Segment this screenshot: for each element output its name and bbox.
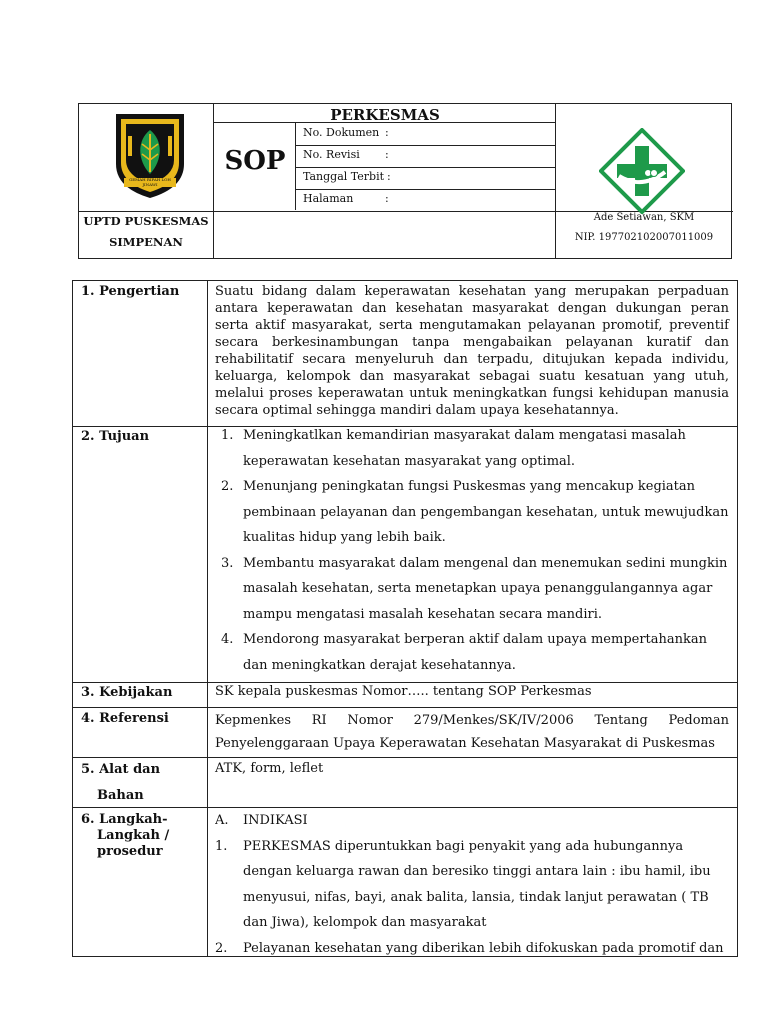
list-number: 1.	[221, 428, 234, 443]
list-item	[215, 423, 729, 474]
section-label-langkah-3: prosedur	[97, 844, 163, 859]
org-name-line2: SIMPENAN	[109, 235, 183, 249]
list-text: PERKESMAS diperuntukkan bagi penyakit yang ada hubungannya dengan keluarga rawan dan beresiko tinggi antara lain : ibu hamil, ibu menyusui, nifas, bayi, anak balita, lansia, tindak lanjut perawatan ( TB dan Jiwa), kelompok dan masyarakat	[243, 838, 711, 930]
section-text-kebijakan: SK kepala puskesmas Nomor….. tentang SOP Perkesmas	[215, 684, 592, 699]
doc-number-label: No. Dokumen	[303, 126, 380, 139]
crest-motto: GEMAH RIPAH LOH JINAWI	[129, 177, 171, 187]
sop-label: SOP	[224, 146, 286, 176]
header-divider	[79, 211, 213, 212]
section-text-referensi: Penyelenggaraan Upaya Keperawatan Kesehatan Masyarakat di Puskesmas	[215, 736, 715, 751]
doc-number-colon: :	[385, 126, 389, 139]
revision-colon: :	[385, 148, 389, 161]
header-divider	[295, 189, 555, 190]
list-text: INDIKASI	[243, 813, 308, 828]
header-divider	[213, 104, 214, 258]
list-number: 3.	[221, 555, 234, 571]
header-divider	[295, 122, 296, 210]
table-column-divider	[207, 281, 208, 956]
list-text: Membantu masyarakat dalam mengenal dan menemukan sedini mungkin masalah kesehatan, serta menetapkan upaya penanggulangannya agar mampu mengatasi masalah kesehatan secara mandiri.	[243, 555, 728, 622]
list-item	[215, 551, 729, 628]
section-list-tujuan	[215, 423, 729, 678]
section-label-langkah-1: 6. Langkah-	[81, 812, 168, 827]
section-label-pengertian: 1. Pengertian	[81, 284, 180, 299]
list-number: A.	[215, 813, 229, 828]
org-name-line1: UPTD PUSKESMAS	[83, 214, 209, 228]
issue-date-colon: :	[387, 170, 391, 183]
section-label-tujuan: 2. Tujuan	[81, 429, 150, 444]
section-list-langkah	[215, 808, 729, 956]
list-number: 1.	[215, 838, 228, 854]
list-text: Meningkatlkan kemandirian masyarakat dalam mengatasi masalah keperawatan kesehatan masyarakat yang optimal.	[243, 428, 686, 469]
section-text-referensi-line1: Kepmenkes RI Nomor 279/Menkes/SK/IV/2006 Tentang Pedoman	[215, 713, 729, 728]
table-row-divider	[73, 707, 737, 708]
list-number: 2.	[215, 940, 228, 956]
page-colon: :	[385, 192, 389, 205]
section-label-referensi: 4. Referensi	[81, 711, 169, 726]
document-title: PERKESMAS	[330, 106, 440, 124]
section-label-langkah-2: Langkah /	[97, 828, 170, 843]
header-divider	[295, 167, 555, 168]
section-label-alat-2: Bahan	[97, 788, 144, 803]
document-header	[78, 103, 732, 259]
section-label-alat-1: 5. Alat dan	[81, 762, 161, 777]
signer-nip: NIP. 197702102007011009	[574, 232, 714, 243]
list-text: Mendorong masyarakat berperan aktif dalam upaya mempertahankan dan meningkatkan derajat kesehatannya.	[243, 632, 708, 673]
section-text-pengertian: Suatu bidang dalam keperawatan kesehatan yang merupakan perpaduan antara keperawatan dan kesehatan masyarakat dengan dukungan peran serta aktif masyarakat, serta mengutamakan pelayanan promotif, preventif secara berkesinambungan tanpa mengabaikan pelayanan kuratif dan rehabilitatif secara menyeluruh dan terpadu, ditujukan kepada individu, keluarga, kelompok dan masyarakat sebagai suatu kesatuan yang utuh, melalui proses keperawatan untuk meningkatkan fungsi kehidupan manusia secara optimal sehingga mandiri dalam upaya kesehatannya.	[215, 284, 729, 418]
section-label-kebijakan: 3. Kebijakan	[81, 685, 173, 700]
list-text: Pelayanan kesehatan yang diberikan lebih difokuskan pada promotif dan	[243, 940, 724, 956]
list-item	[215, 474, 729, 551]
revision-label: No. Revisi	[303, 148, 360, 161]
header-divider	[295, 145, 555, 146]
list-item	[215, 627, 729, 678]
list-item	[215, 834, 729, 936]
signer-name: Ade Setiawan, SKM	[593, 212, 695, 223]
list-text: Menunjang peningkatan fungsi Puskesmas yang mencakup kegiatan pembinaan pelayanan dan pengembangan kesehatan, untuk mewujudkan kualitas hidup yang lebih baik.	[243, 479, 729, 545]
sop-content-table	[72, 280, 738, 957]
list-item	[215, 936, 729, 957]
table-row-divider	[73, 682, 737, 683]
issue-date-label: Tanggal Terbit	[303, 170, 385, 183]
page-label: Halaman	[303, 192, 354, 205]
list-number: 2.	[221, 479, 234, 494]
table-row-divider	[73, 757, 737, 758]
section-text-alat: ATK, form, leflet	[215, 761, 324, 776]
puskesmas-logo	[599, 128, 685, 214]
list-number: 4.	[221, 632, 234, 647]
list-item	[215, 808, 729, 834]
header-divider	[213, 211, 555, 212]
